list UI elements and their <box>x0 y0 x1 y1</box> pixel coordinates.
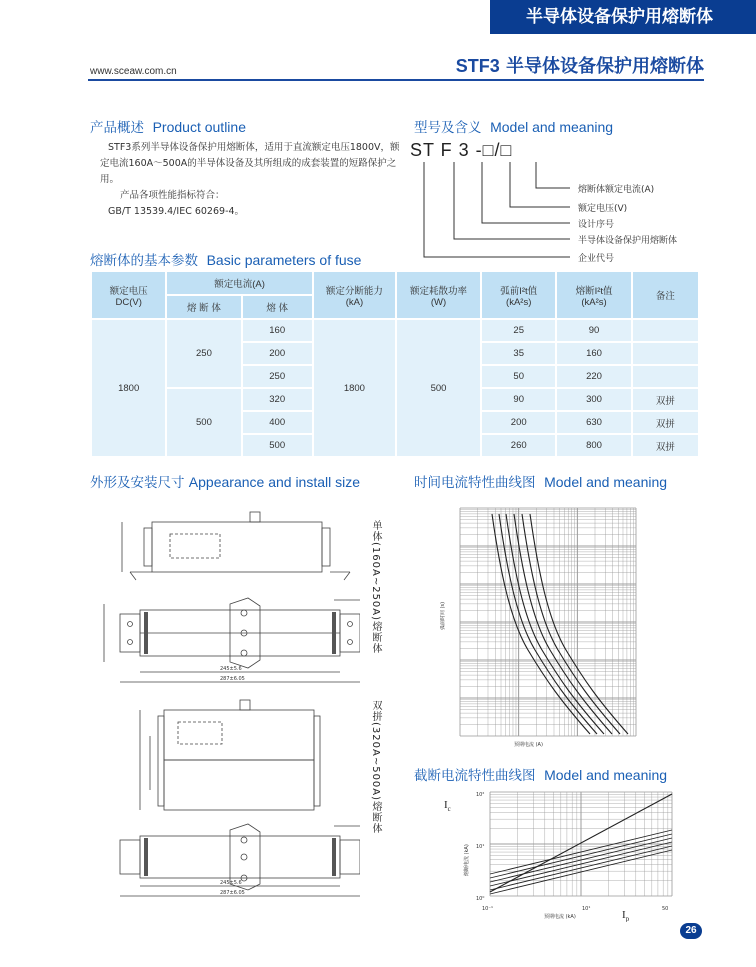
model-label-design: 设计序号 <box>578 220 615 230</box>
dim-a-double: 245±5.6 <box>220 880 242 886</box>
params-heading <box>90 249 361 269</box>
outline-para-2: 产品各项性能指标符合： <box>120 190 225 201</box>
model-label-type: 半导体设备保护用熔断体 <box>578 236 678 246</box>
table-row <box>92 389 698 410</box>
cell-link: 250 <box>243 366 312 387</box>
cell-prearc: 35 <box>482 343 555 364</box>
th-prearc: 弧前I²t值 (kA²s) <box>482 272 555 318</box>
cutoff-heading <box>414 764 667 784</box>
th-current: 额定电流(A) <box>167 272 311 294</box>
th-voltage: 额定电压 DC(V) <box>92 272 165 318</box>
cell-prearc: 260 <box>482 435 555 456</box>
single-fuse-label: 单体(160A~250A)熔断体 <box>370 520 381 655</box>
cell-prearc: 200 <box>482 412 555 433</box>
time-current-heading-en: Model and meaning <box>544 474 668 490</box>
double-fuse-label: 双拼(320A~500A)熔断体 <box>370 700 381 835</box>
tc-curve <box>499 514 597 734</box>
cell-breaking: 1800 <box>314 320 395 456</box>
model-label-company: 企业代号 <box>578 254 615 264</box>
outline-heading-cn: 产品概述 <box>90 120 144 136</box>
website-url[interactable]: www.sceaw.com.cn <box>90 66 177 77</box>
cell-link: 400 <box>243 412 312 433</box>
appearance-heading <box>90 471 360 491</box>
cell-melt: 630 <box>557 412 630 433</box>
tc-curve <box>530 514 628 734</box>
dim-b-single: 287±6.05 <box>220 676 245 682</box>
model-code: ST F 3 -□/□ <box>410 140 513 160</box>
outline-heading <box>90 116 246 136</box>
model-label-current: 熔断体额定电流(A) <box>578 185 655 195</box>
cutoff-ytick-1: 10¹ <box>476 844 485 850</box>
cutoff-xtick-2: 50 <box>662 906 669 912</box>
cutoff-ylabel: 熔断电流 (kA) <box>464 844 470 876</box>
cell-note: 双拼 <box>633 412 698 433</box>
cutoff-xlabel: 预期电流 (kA) <box>544 914 576 920</box>
cutoff-xtick-1: 10¹ <box>582 906 591 912</box>
model-heading <box>414 116 613 136</box>
appearance-heading-cn: 外形及安装尺寸 <box>90 475 185 491</box>
cell-melt: 300 <box>557 389 630 410</box>
th-melt: 熔断I²t值 (kA²s) <box>557 272 630 318</box>
cell-prearc: 90 <box>482 389 555 410</box>
cell-note <box>633 343 698 364</box>
header-band: 半导体设备保护用熔断体 <box>490 0 756 34</box>
cutoff-heading-cn: 截断电流特性曲线图 <box>414 768 536 784</box>
cell-prearc: 25 <box>482 320 555 341</box>
cell-link: 500 <box>243 435 312 456</box>
th-breaking: 额定分断能力 (kA) <box>314 272 395 318</box>
time-current-heading-cn: 时间电流特性曲线图 <box>414 475 536 491</box>
time-current-heading <box>414 471 667 491</box>
page-title <box>456 52 704 78</box>
outline-text <box>100 140 400 220</box>
appearance-drawing <box>100 500 360 900</box>
cell-link: 160 <box>243 320 312 341</box>
cell-note: 双拼 <box>633 435 698 456</box>
dim-b-double: 287±6.05 <box>220 890 245 896</box>
model-leader-lines <box>410 160 570 265</box>
cell-body-group: 500 <box>167 389 240 456</box>
cell-body-group: 250 <box>167 320 240 387</box>
cell-melt: 160 <box>557 343 630 364</box>
tc-curve <box>506 514 604 734</box>
table-row <box>92 320 698 341</box>
cell-link: 200 <box>243 343 312 364</box>
cell-note: 双拼 <box>633 389 698 410</box>
cutoff-heading-en: Model and meaning <box>544 767 668 783</box>
title-prefix: STF3 <box>455 56 500 76</box>
params-table <box>90 270 700 458</box>
dim-a-single: 245±5.6 <box>220 666 242 672</box>
title-divider <box>88 79 704 81</box>
cutoff-x-symbol: $I_p$ <box>622 909 630 922</box>
tc-ylabel: 弧前时间 (s) <box>440 601 446 630</box>
cell-melt: 90 <box>557 320 630 341</box>
cutoff-chart <box>440 786 680 922</box>
outline-para-1: STF3系列半导体设备保护用熔断体，适用于直流额定电压1800V，额定电流160A～500A的半导体设备及其所组成的成套装置的短路保护之用。 <box>100 142 400 185</box>
cell-note <box>633 366 698 387</box>
cell-melt: 800 <box>557 435 630 456</box>
params-heading-en: Basic parameters of fuse <box>206 252 362 268</box>
model-heading-cn: 型号及含义 <box>414 120 482 136</box>
outline-heading-en: Product outline <box>152 119 246 135</box>
th-fuse-body: 熔 断 体 <box>167 296 240 318</box>
cell-loss: 500 <box>397 320 480 456</box>
cell-voltage: 1800 <box>92 320 165 456</box>
th-fuse-link: 熔 体 <box>243 296 312 318</box>
page-number: 26 <box>680 923 702 939</box>
cell-prearc: 50 <box>482 366 555 387</box>
th-note: 备注 <box>633 272 698 318</box>
params-heading-cn: 熔断体的基本参数 <box>90 253 198 269</box>
cell-melt: 220 <box>557 366 630 387</box>
model-label-voltage: 额定电压(V) <box>578 204 628 214</box>
cell-note <box>633 320 698 341</box>
cutoff-xtick-0: 10⁻¹ <box>482 906 494 912</box>
cell-link: 320 <box>243 389 312 410</box>
tc-curve <box>492 514 590 734</box>
cutoff-ytick-0: 10² <box>476 792 485 798</box>
time-current-chart <box>440 500 640 750</box>
th-loss: 额定耗散功率 (W) <box>397 272 480 318</box>
model-heading-en: Model and meaning <box>490 119 614 135</box>
tc-xlabel: 预期电流 (A) <box>514 742 543 748</box>
appearance-heading-en: Appearance and install size <box>188 474 361 490</box>
cutoff-ytick-2: 10⁰ <box>476 896 485 902</box>
title-rest: 半导体设备保护用熔断体 <box>499 56 704 77</box>
outline-para-3: GB/T 13539.4/IEC 60269-4。 <box>108 206 245 217</box>
cutoff-y-symbol: $I_c$ <box>444 799 451 813</box>
